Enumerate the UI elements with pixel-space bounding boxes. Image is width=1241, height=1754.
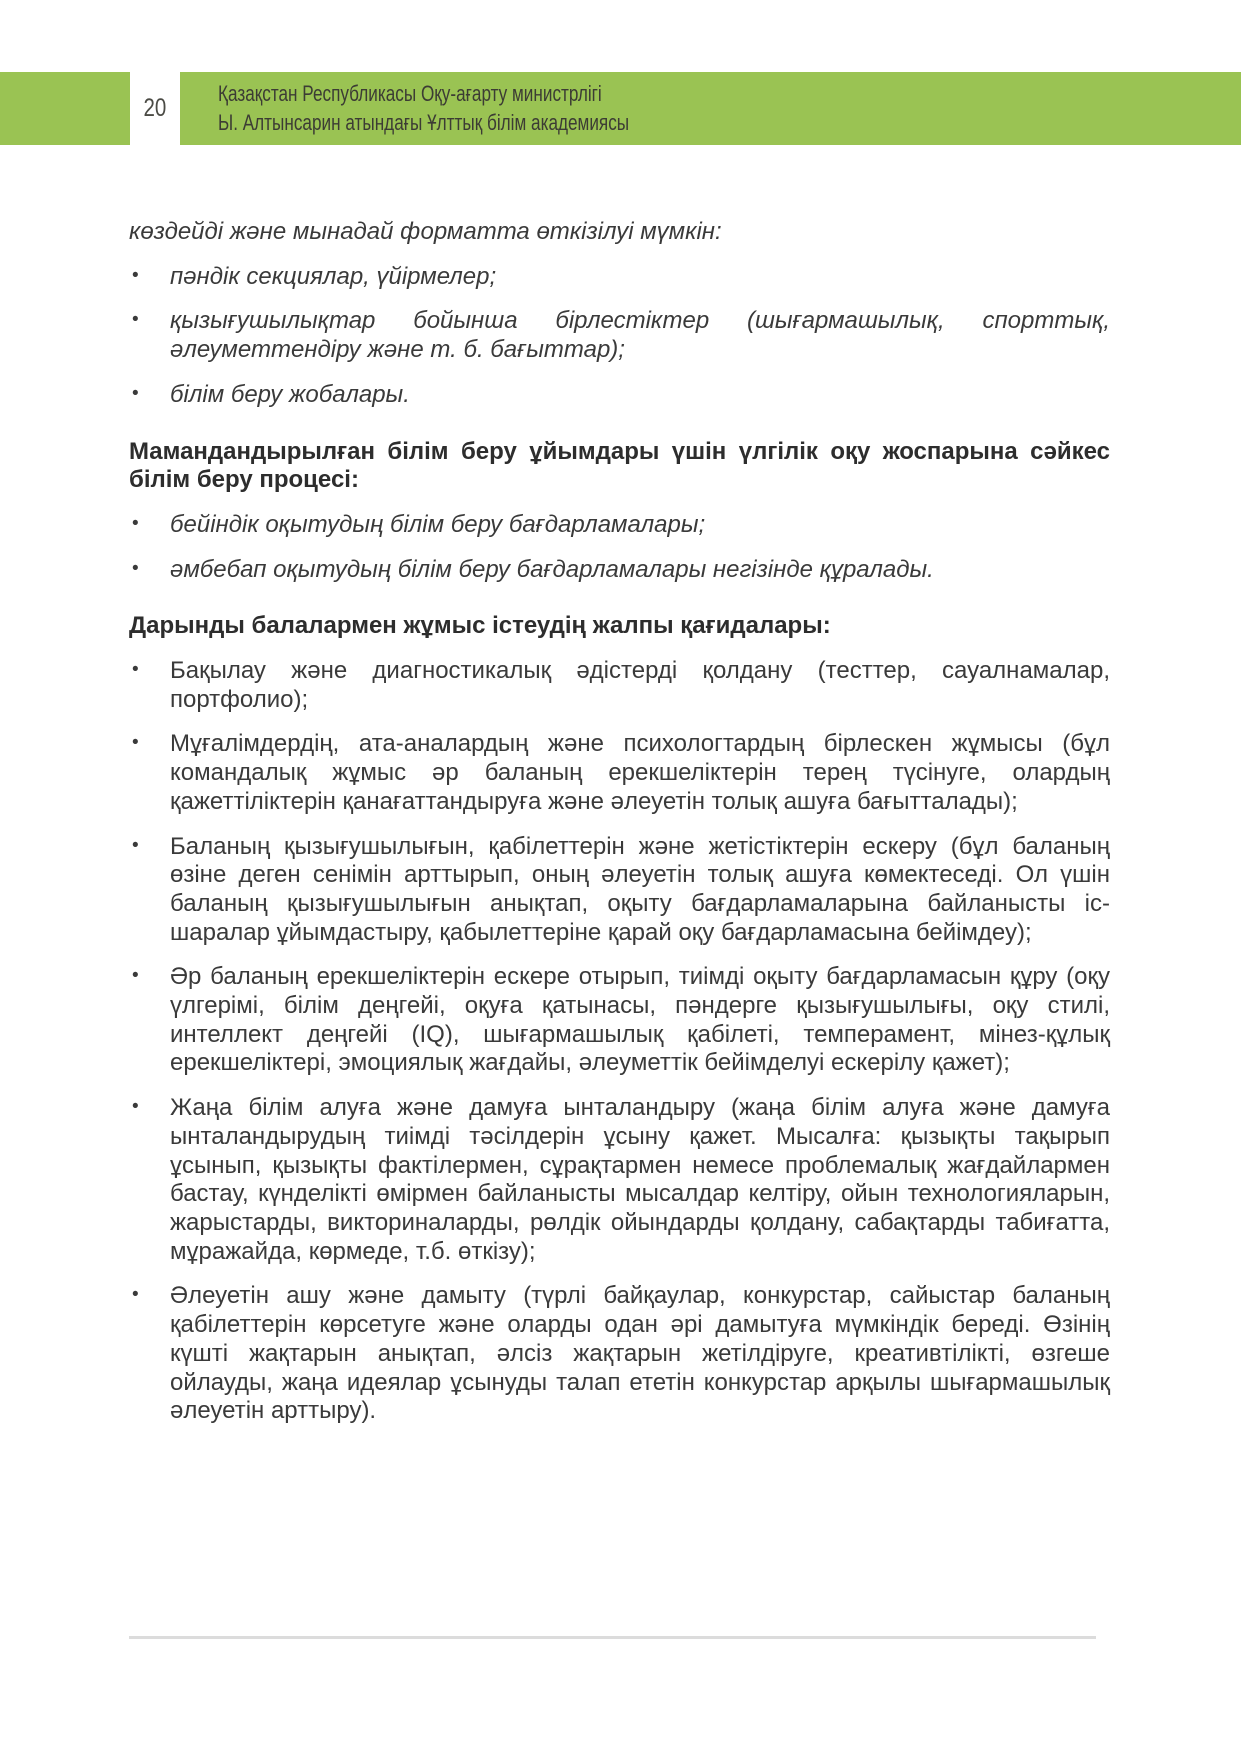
format-list <box>129 263 1110 410</box>
principles-list <box>129 657 1110 1426</box>
education-process-list <box>129 511 1110 584</box>
list-item: • Бақылау және диагностикалық әдістерді қолдану (тесттер, сауалнамалар, портфолио); <box>129 657 1110 714</box>
section-heading-specialized-orgs: Мамандандырылған білім беру ұйымдары үшін үлгілік оқу жоспарына сәйкес білім беру процесі: <box>129 437 1110 494</box>
page-number: 20 <box>143 94 167 122</box>
list-item: • Жаңа білім алуға және дамуға ынталандыру (жаңа білім алуға және дамуға ынталандырудың тиімді тәсілдерін ұсыну қажет. Мысалға: қызықты тақырып ұсынып, қызықты фактілермен, сұрақтармен немесе проблемалық жағдайлармен бастау, күнделікті өмірмен байланысты мысалдар келтіру, ойын технологияларын, жарыстарды, викториналарды, рөлдік ойындарды қолдану, сабақтарды табиғатта, мұражайда, көрмеде, т.б. өткізу); <box>129 1094 1110 1266</box>
page-number-notch <box>130 72 180 145</box>
list-item: • Баланың қызығушылығын, қабілеттерін және жетістіктерін ескеру (бұл баланың өзіне деген сенімін арттырып, оның әлеуетін толық ашуға көмектеседі. Ол үшін баланың қызығушылығын анықтап, оқыту бағдарламаларына байланысты іс-шаралар ұйымдастыру, қабылеттеріне қарай оқу бағдарламасына бейімдеу); <box>129 833 1110 948</box>
list-item: • Мұғалімдердің, ата-аналардың және психологтардың бірлескен жұмысы (бұл командалық жұмыс әр баланың ерекшеліктерін терең түсінуге, олардың қажеттіліктерін қанағаттандыруға және әлеуетін толық ашуға бағытталады); <box>129 730 1110 816</box>
section-heading-gifted-children: Дарынды балалармен жұмыс істеудің жалпы қағидалары: <box>129 612 831 640</box>
page-header-bar <box>0 72 1241 145</box>
intro-paragraph: көздейді және мынадай форматта өткізілуі мүмкін: <box>129 218 722 245</box>
list-item: • пәндік секциялар, үйірмелер; <box>129 263 1110 292</box>
list-item: • бейіндік оқытудың білім беру бағдарламалары; <box>129 511 1110 540</box>
header-org-block <box>218 79 745 137</box>
list-item: • қызығушылықтар бойынша бірлестіктер (шығармашылық, спорттық, әлеуметтендіру және т. б. бағыттар); <box>129 307 1110 364</box>
footer-divider-line <box>129 1636 1096 1639</box>
header-academy-line: Ы. Алтынсарин атындағы Ұлттық білім академиясы <box>218 110 630 135</box>
document-body <box>129 218 1110 1426</box>
list-item: • білім беру жобалары. <box>129 381 1110 410</box>
header-ministry-line: Қазақстан Республикасы Оқу-ағарту министрлігі <box>218 81 602 106</box>
list-item: • Әр баланың ерекшеліктерін ескере отырып, тиімді оқыту бағдарламасын құру (оқу үлгерімі, білім деңгейі, оқуға қатынасы, пәндерге қызығушылығы, оқу стилі, интеллект деңгейі (IQ), шығармашылық қабілеті, темперамент, мінез-құлық ерекшеліктері, эмоциялық жағдайы, әлеуметтік бейімделуі ескерілу қажет); <box>129 963 1110 1078</box>
list-item: • әмбебап оқытудың білім беру бағдарламалары негізінде құралады. <box>129 556 1110 585</box>
list-item: • Әлеуетін ашу және дамыту (түрлі байқаулар, конкурстар, сайыстар баланың қабілеттерін көрсетуге және оларды одан әрі дамытуға мүмкіндік береді. Өзінің күшті жақтарын анықтап, әлсіз жақтарын жетілдіруге, креативтілікті, өзгеше ойлауды, жаңа идеялар ұсынуды талап ететін конкурстар арқылы шығармашылық әлеуетін арттыру). <box>129 1282 1110 1426</box>
